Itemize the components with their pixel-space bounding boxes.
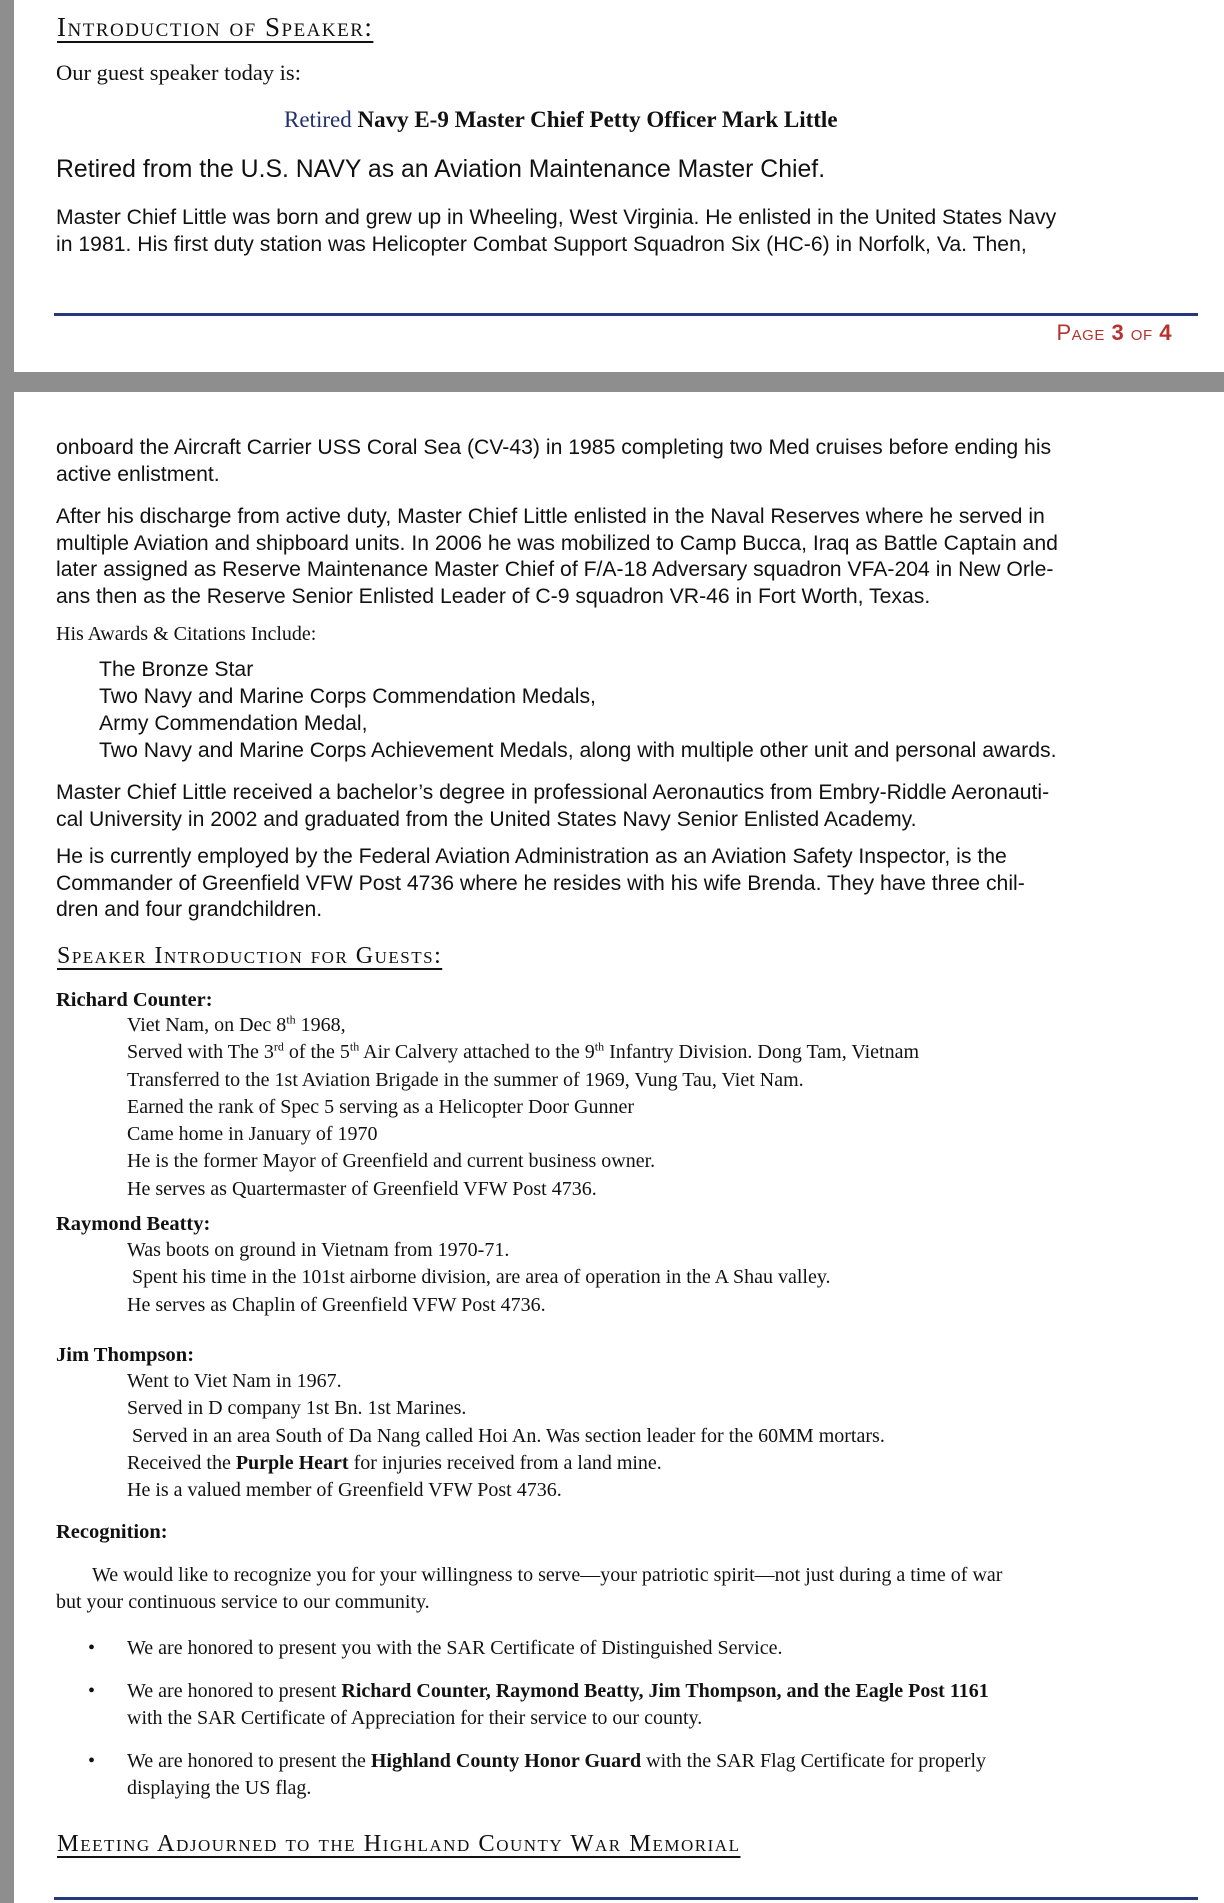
guest-line: Came home in January of 1970 — [127, 1123, 378, 1146]
bullet-text: with the SAR Certificate of Appreciation for their service to our county. — [127, 1707, 703, 1729]
speaker-name: Navy E-9 Master Chief Petty Officer Mark Little — [357, 107, 838, 132]
page-3-bottom-portion — [14, 0, 1224, 372]
bullet-item — [56, 1635, 1206, 1663]
para-line: active enlistment. — [56, 462, 220, 486]
guest-details-richard — [127, 1012, 919, 1203]
page-number-current: 3 — [1111, 320, 1125, 345]
para-line: later assigned as Reserve Maintenance Master Chief of F/A-18 Adversary squadron VFA-204 in New Orle- — [56, 558, 1054, 581]
footer-rule — [54, 1897, 1198, 1900]
bullet-text: We are honored to present Richard Counter, Raymond Beatty, Jim Thompson, and the Eagle Post 1161 — [127, 1679, 989, 1702]
reserves-paragraph — [56, 504, 1196, 610]
guest-line: Spent his time in the 101st airborne division, are area of operation in the A Shau valley. — [127, 1266, 831, 1289]
recognition-paragraph — [56, 1562, 1002, 1616]
guest-line: He serves as Quartermaster of Greenfield VFW Post 4736. — [127, 1177, 597, 1200]
continuation-paragraph — [56, 435, 1196, 488]
guest-line: He serves as Chaplin of Greenfield VFW Post 4736. — [127, 1293, 546, 1316]
bullet-text: displaying the US flag. — [127, 1777, 312, 1799]
para-line: ans then as the Reserve Senior Enlisted Leader of C-9 squadron VR-46 in Fort Worth, Texas. — [56, 584, 931, 608]
guest-line: Served with The 3rd of the 5th Air Calvery attached to the 9th Infantry Division. Dong Tam, Vietnam — [127, 1039, 920, 1064]
page-number-total: 4 — [1159, 320, 1172, 345]
bullet-list — [56, 1635, 1206, 1818]
intro-heading: Introduction of Speaker: — [57, 12, 374, 42]
retired-line: Retired from the U.S. NAVY as an Aviation Maintenance Master Chief. — [56, 156, 826, 183]
education-paragraph — [56, 780, 1196, 833]
guest-line: He is the former Mayor of Greenfield and current business owner. — [127, 1150, 656, 1173]
guest-line: Went to Viet Nam in 1967. — [127, 1370, 342, 1392]
bullet-text: We are honored to present you with the SAR Certificate of Distinguished Service. — [127, 1637, 783, 1659]
award-item: Two Navy and Marine Corps Commendation Medals, — [99, 685, 596, 708]
guests-heading: Speaker Introduction for Guests: — [57, 943, 443, 969]
guest-details-jim — [127, 1368, 885, 1504]
para-line: After his discharge from active duty, Master Chief Little enlisted in the Naval Reserves where he served in — [56, 505, 1045, 528]
guest-line: Served in D company 1st Bn. 1st Marines. — [127, 1397, 467, 1420]
guest-name-raymond: Raymond Beatty: — [56, 1213, 211, 1235]
bio-paragraph — [56, 205, 1196, 258]
bullet-text: We are honored to present the Highland County Honor Guard with the SAR Flag Certificate for properly — [127, 1749, 987, 1772]
guest-details-raymond — [127, 1237, 831, 1319]
recognition-line: We would like to recognize you for your willingness to serve—your patriotic spirit—not just during a time of war — [92, 1564, 1003, 1586]
bio-line: in 1981. His first duty station was Helicopter Combat Support Squadron Six (HC-6) in Norfolk, Va. Then, — [56, 232, 1027, 256]
bullet-dot: • — [88, 1637, 96, 1659]
page-4 — [14, 392, 1224, 1903]
guest-line: Earned the rank of Spec 5 serving as a Helicopter Door Gunner — [127, 1095, 635, 1118]
purple-heart-text: Purple Heart — [235, 1451, 349, 1474]
bio-line: Master Chief Little was born and grew up in Wheeling, West Virginia. He enlisted in the United States Navy — [56, 206, 1057, 229]
para-line: He is currently employed by the Federal Aviation Administration as an Aviation Safety Inspector, is the — [56, 845, 1007, 868]
footer-rule — [54, 313, 1198, 316]
award-item: The Bronze Star — [99, 658, 254, 681]
guest-intro-text: Our guest speaker today is: — [56, 60, 301, 85]
employment-paragraph — [56, 844, 1196, 924]
bullet-dot: • — [88, 1679, 96, 1702]
page-number-prefix: Page — [1056, 320, 1112, 345]
guest-line: Received the Purple Heart for injuries received from a land mine. — [127, 1451, 662, 1474]
guest-line: Served in an area South of Da Nang called Hoi An. Was section leader for the 60MM mortars. — [127, 1424, 885, 1447]
para-line: cal University in 2002 and graduated from the United States Navy Senior Enlisted Academy. — [56, 807, 917, 831]
page-gap — [0, 372, 1224, 392]
adjourn-heading: Meeting Adjourned to the Highland County War Memorial — [57, 1830, 741, 1857]
guest-line: Transferred to the 1st Aviation Brigade in the summer of 1969, Vung Tau, Viet Nam. — [127, 1068, 804, 1091]
bullet-item — [56, 1748, 1206, 1803]
page-number-middle: of — [1124, 320, 1160, 345]
awards-label: His Awards & Citations Include: — [56, 623, 317, 645]
recognition-line: but your continuous service to our community. — [56, 1591, 430, 1613]
guest-line: He is a valued member of Greenfield VFW Post 4736. — [127, 1479, 562, 1502]
guest-name-richard: Richard Counter: — [56, 989, 213, 1011]
guest-line: Viet Nam, on Dec 8th 1968, — [127, 1012, 346, 1036]
page-number — [1056, 320, 1172, 346]
bullet-item — [56, 1678, 1206, 1733]
para-line: Commander of Greenfield VFW Post 4736 where he resides with his wife Brenda. They have three chil- — [56, 871, 1025, 895]
recognition-label: Recognition: — [56, 1521, 168, 1543]
award-item: Two Navy and Marine Corps Achievement Medals, along with multiple other unit and personal awards. — [99, 739, 1057, 762]
guest-name-jim: Jim Thompson: — [56, 1344, 195, 1366]
awards-list — [99, 656, 1056, 764]
guest-line: Was boots on ground in Vietnam from 1970-71. — [127, 1239, 510, 1261]
award-item: Army Commendation Medal, — [99, 712, 368, 735]
speaker-line — [284, 107, 838, 133]
para-line: Master Chief Little received a bachelor’s degree in professional Aeronautics from Embry-Riddle Aeronauti- — [56, 781, 1050, 804]
speaker-prefix: Retired — [284, 107, 358, 132]
para-line: multiple Aviation and shipboard units. In 2006 he was mobilized to Camp Bucca, Iraq as Battle Captain and — [56, 531, 1058, 555]
bullet-dot: • — [88, 1749, 96, 1772]
para-line: dren and four grandchildren. — [56, 898, 323, 921]
para-line: onboard the Aircraft Carrier USS Coral Sea (CV-43) in 1985 completing two Med cruises before ending his — [56, 436, 1052, 459]
